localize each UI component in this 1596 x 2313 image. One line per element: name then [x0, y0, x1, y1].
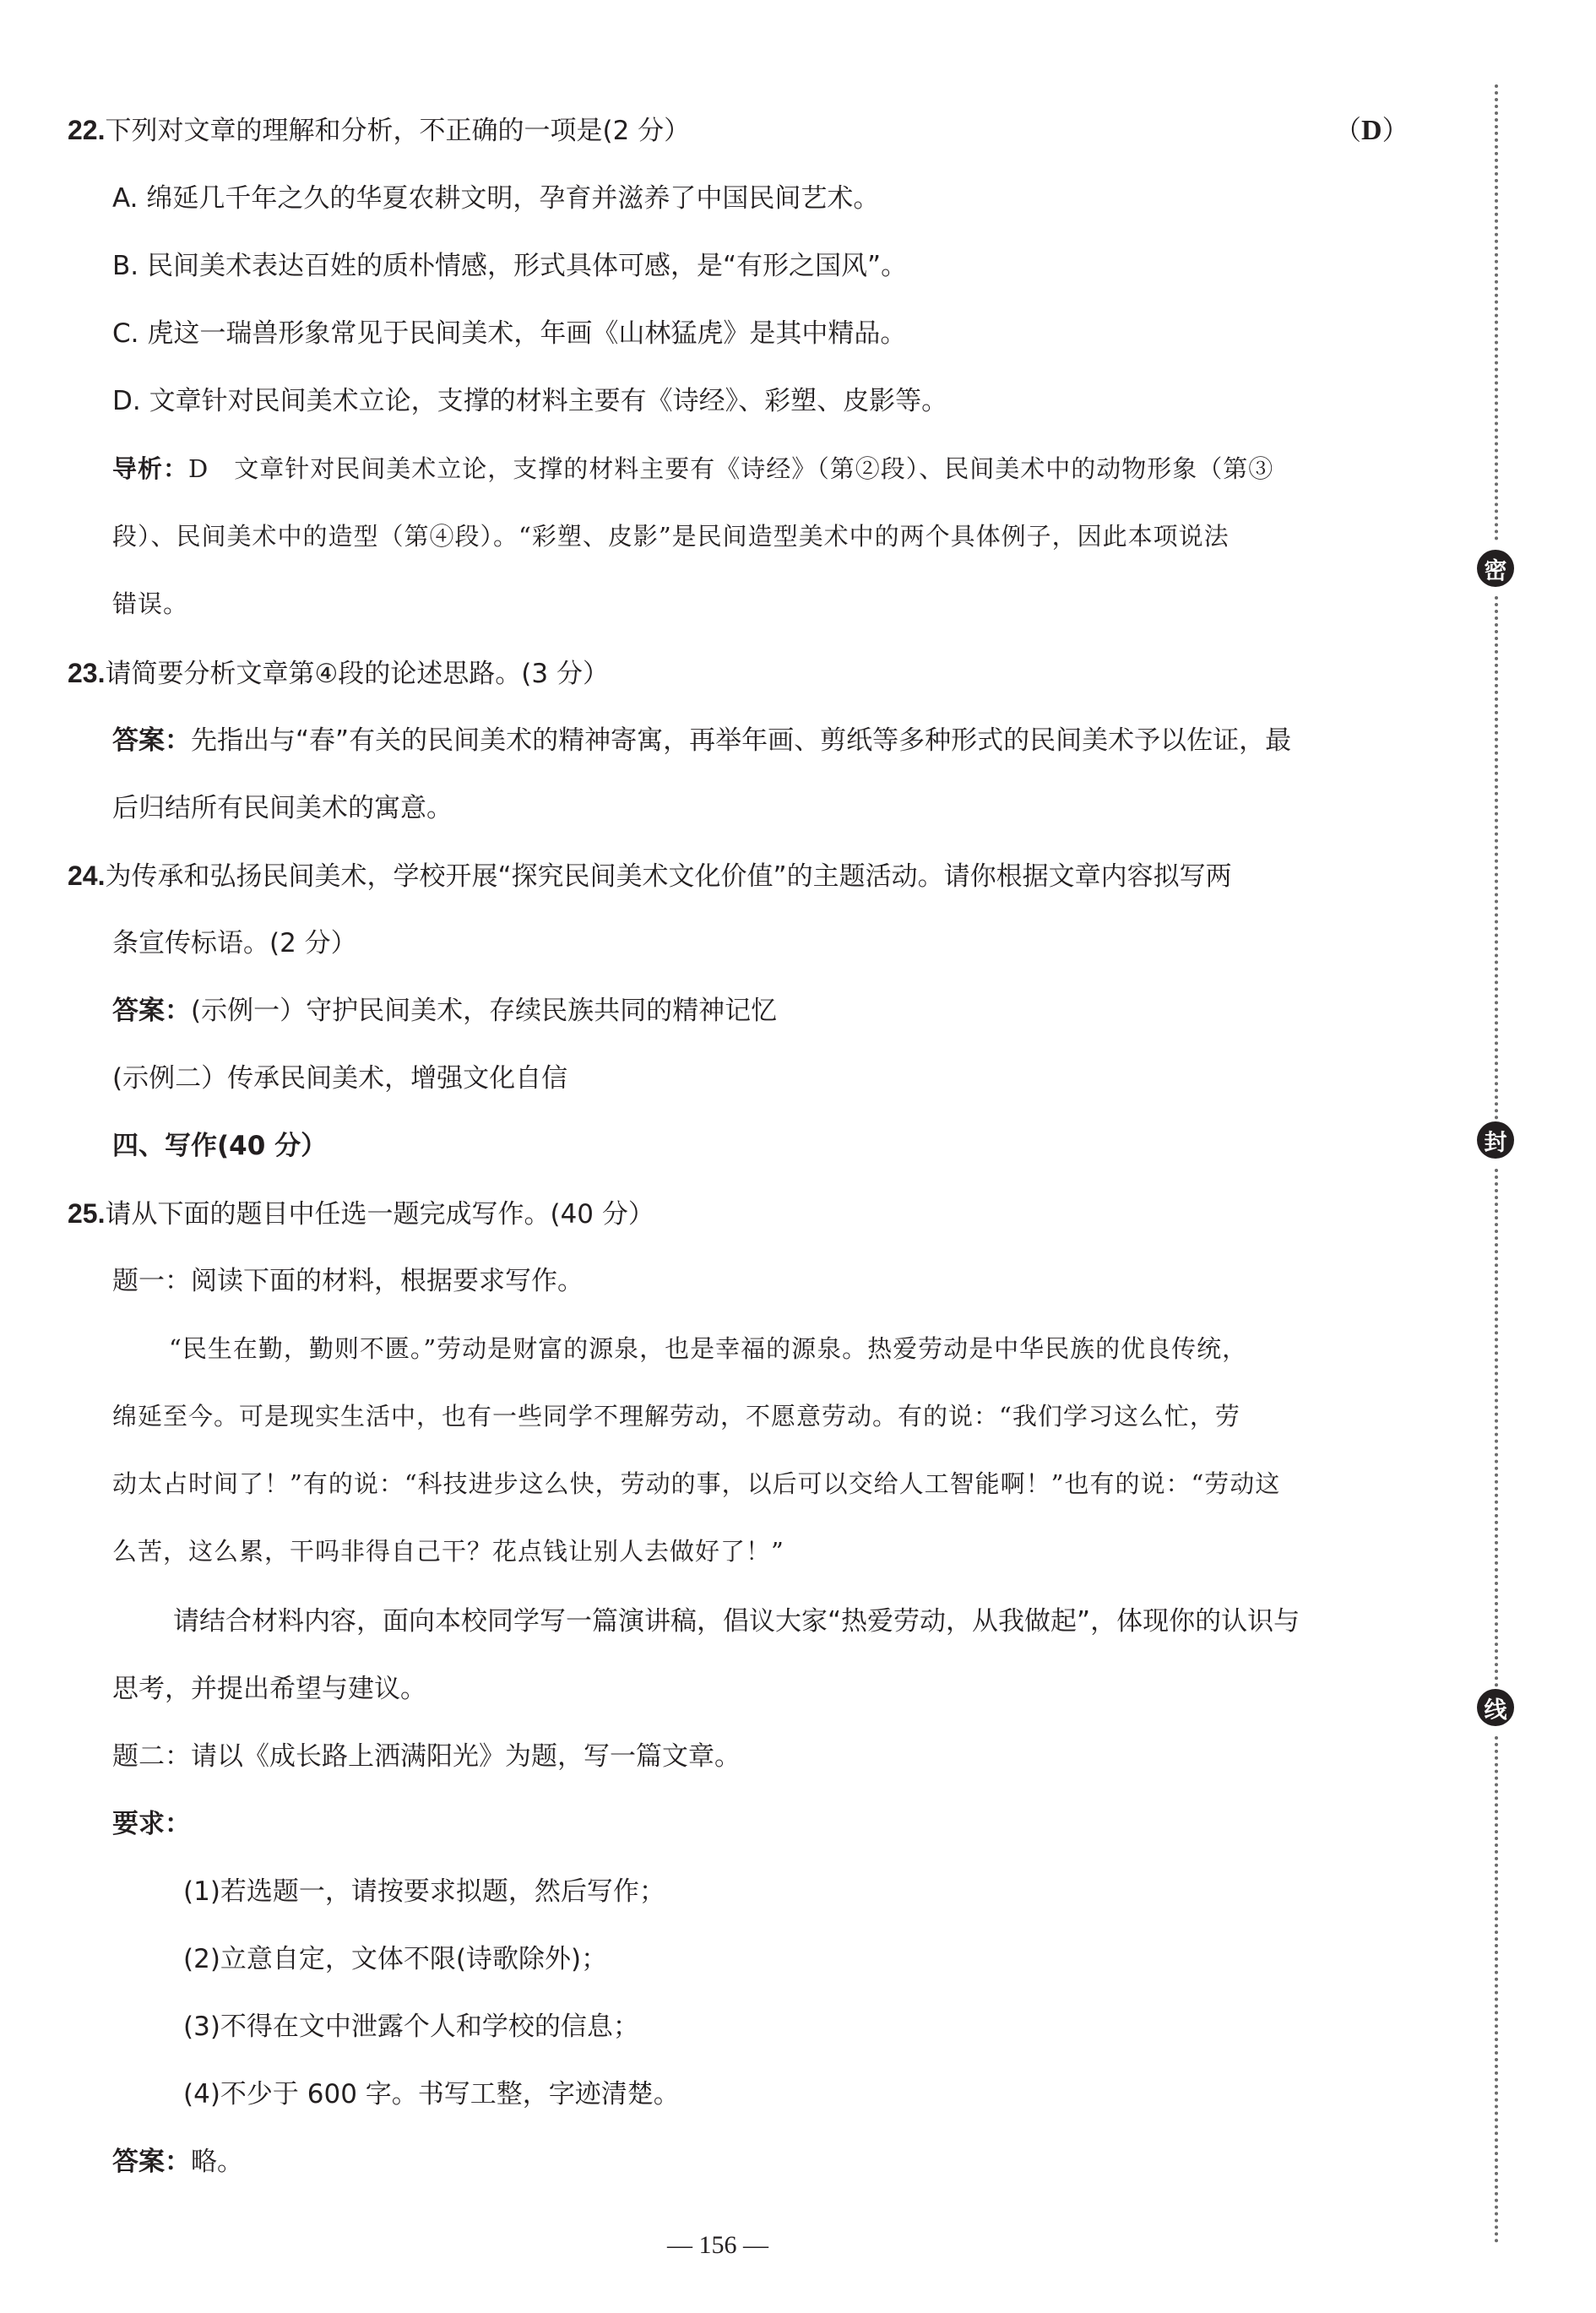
- q22-text: 下列对文章的理解和分析，不正确的一项是(2 分）: [105, 116, 691, 146]
- q24-text-1: 为传承和弘扬民间美术，学校开展“探究民间美术文化价值”的主题活动。请你根据文章内容拟写两: [105, 861, 1232, 892]
- q22-analysis-line-1: [112, 450, 1273, 487]
- q25-task-line-2: 思考，并提出希望与建议。: [112, 1674, 426, 1704]
- q25-requirement-1: (1)若选题一，请按要求拟题，然后写作；: [183, 1876, 665, 1907]
- q25-stem: [68, 1195, 654, 1233]
- section-4-title: 四、写作(40 分）: [112, 1131, 328, 1161]
- q22-analysis-label: 导析：: [112, 454, 189, 483]
- q25-number: 25.: [68, 1198, 106, 1229]
- seal-feng: 封: [1477, 1121, 1514, 1159]
- q25-requirement-3: (3)不得在文中泄露个人和学校的信息；: [183, 2012, 639, 2042]
- q25-requirements-label: 要求：: [112, 1809, 191, 1839]
- binding-dotted-line-1: [1495, 84, 1498, 540]
- q23-answer-label: 答案：: [112, 725, 191, 756]
- q22-answer-close: ）: [1382, 114, 1409, 146]
- q22-option-d: D. 文章针对民间美术立论，支撑的材料主要有《诗经》、彩塑、皮影等。: [112, 386, 948, 416]
- q22-option-b: B. 民间美术表达百姓的质朴情感，形式具体可感，是“有形之国风”。: [112, 251, 908, 281]
- q25-task-line-1: 请结合材料内容，面向本校同学写一篇演讲稿，倡议大家“热爱劳动，从我做起”，体现你的认识与: [173, 1606, 1300, 1637]
- q23-answer-line-1: [112, 722, 1291, 759]
- seal-mi: 密: [1477, 550, 1514, 587]
- q23-answer-line-2: 后归结所有民间美术的寓意。: [112, 793, 453, 823]
- q25-topic1-intro: 题一：阅读下面的材料，根据要求写作。: [112, 1266, 584, 1296]
- q22-option-a: A. 绵延几千年之久的华夏农耕文明，孕育并滋养了中国民间艺术。: [112, 183, 880, 214]
- binding-dotted-line-3: [1495, 1169, 1498, 1694]
- binding-dotted-line-2: [1495, 596, 1498, 1127]
- q23-number: 23.: [68, 658, 106, 688]
- q25-material-line-1: “民生在勤，勤则不匮。”劳动是财富的源泉，也是幸福的源泉。热爱劳动是中华民族的优良传统，: [169, 1334, 1248, 1363]
- q25-answer-label: 答案：: [112, 2147, 191, 2177]
- q25-material-line-2: 绵延至今。可是现实生活中，也有一些同学不理解劳动，不愿意劳动。有的说：“我们学习这么忙，劳: [112, 1402, 1240, 1431]
- q22-stem: [68, 111, 690, 149]
- seal-xian: 线: [1477, 1689, 1514, 1726]
- q23-stem: [68, 654, 609, 692]
- q25-answer-line: [112, 2143, 243, 2180]
- q22-answer: D: [1361, 115, 1382, 146]
- q25-requirement-2: (2)立意自定，文体不限(诗歌除外)；: [183, 1944, 608, 1974]
- q22-analysis-text-1: D 文章针对民间美术立论，支撑的材料主要有《诗经》（第②段）、民间美术中的动物形象（第③: [188, 454, 1274, 483]
- q22-answer-open: （: [1334, 114, 1362, 146]
- q25-text: 请从下面的题目中任选一题完成写作。(40 分）: [105, 1199, 654, 1230]
- q25-material-line-3: 动太占时间了！”有的说：“科技进步这么快，劳动的事，以后可以交给人工智能啊！”也有的说：“劳动这: [112, 1469, 1281, 1498]
- q24-answer-text-1: (示例一）守护民间美术，存续民族共同的精神记忆: [191, 996, 778, 1026]
- q25-material-line-4: 么苦，这么累，干吗非得自己干？花点钱让别人去做好了！”: [112, 1537, 784, 1566]
- q24-text-line-2: 条宣传标语。(2 分）: [112, 928, 357, 958]
- q22-analysis-line-2: 段）、民间美术中的造型（第④段）。“彩塑、皮影”是民间造型美术中的两个具体例子，因此本项说法: [112, 522, 1230, 551]
- q24-answer-label: 答案：: [112, 996, 191, 1026]
- q25-topic2: 题二：请以《成长路上洒满阳光》为题，写一篇文章。: [112, 1741, 741, 1772]
- q22-analysis-line-3: 错误。: [112, 589, 189, 618]
- page-number: — 156 —: [667, 2231, 768, 2259]
- q22-option-c: C. 虎这一瑞兽形象常见于民间美术，年画《山林猛虎》是其中精品。: [112, 318, 907, 349]
- q24-answer-line-1: [112, 992, 777, 1029]
- q24-answer-line-2: (示例二）传承民间美术，增强文化自信: [112, 1063, 568, 1094]
- q22-number: 22.: [68, 115, 106, 145]
- q23-text: 请简要分析文章第④段的论述思路。(3 分）: [105, 659, 609, 689]
- binding-dotted-line-4: [1495, 1736, 1498, 2243]
- q22-answer-mark: [1334, 111, 1409, 149]
- q25-requirement-4: (4)不少于 600 字。书写工整，字迹清楚。: [183, 2079, 680, 2109]
- q24-stem: [68, 857, 1232, 895]
- q23-answer-text-1: 先指出与“春”有关的民间美术的精神寄寓，再举年画、剪纸等多种形式的民间美术予以佐证，最: [191, 725, 1292, 756]
- q24-number: 24.: [68, 861, 106, 891]
- q25-answer-text: 略。: [191, 2147, 243, 2177]
